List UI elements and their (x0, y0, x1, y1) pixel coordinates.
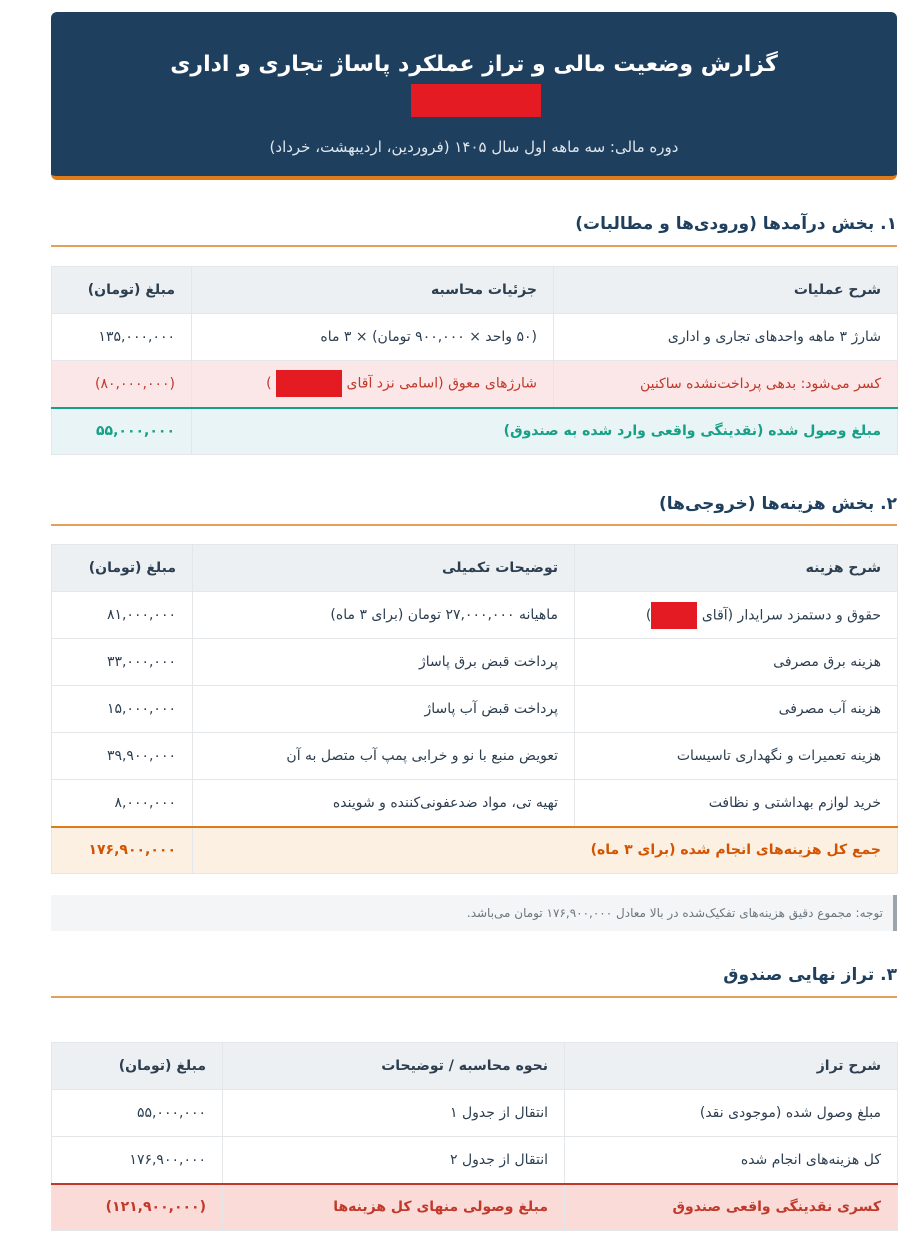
expense-note: توجه: مجموع دقیق هزینه‌های تفکیک‌شده در بالا معادل ۱۷۶,۹۰۰,۰۰۰ تومان می‌باشد. (51, 895, 897, 931)
row-detail: تعویض منبع با نو و خرابی پمپ آب متصل به آن (193, 733, 575, 780)
table-row (52, 592, 898, 639)
table-row (52, 1090, 898, 1137)
table-header-row (52, 1043, 898, 1090)
section1-divider (51, 245, 897, 247)
table-row (52, 1137, 898, 1184)
redacted-name (651, 602, 697, 629)
row-detail: انتقال از جدول ۱ (223, 1090, 565, 1137)
report-header (51, 12, 897, 180)
table-row (52, 314, 898, 361)
desc-text-end: ) (645, 607, 652, 623)
report-title: گزارش وضعیت مالی و تراز عملکرد پاساژ تجاری و اداری (170, 52, 778, 77)
row-desc: مبلغ وصول شده (موجودی نقد) (565, 1090, 898, 1137)
table-header-row (52, 267, 898, 314)
row-amount: ۳۹,۹۰۰,۰۰۰ (52, 733, 193, 780)
row-amount: ۸,۰۰۰,۰۰۰ (52, 780, 193, 827)
row-amount: (۸۰,۰۰۰,۰۰۰) (52, 361, 192, 408)
total-row (52, 827, 898, 874)
total-detail: مبلغ وصولی منهای کل هزینه‌ها (223, 1184, 565, 1231)
table-row (52, 780, 898, 827)
table-row (52, 361, 898, 408)
row-amount: ۵۵,۰۰۰,۰۰۰ (52, 1090, 223, 1137)
row-detail: ماهیانه ۲۷,۰۰۰,۰۰۰ تومان (برای ۳ ماه) (193, 592, 575, 639)
row-desc: خرید لوازم بهداشتی و نظافت (575, 780, 898, 827)
section3-title: ۳. تراز نهایی صندوق (723, 965, 897, 985)
redacted-name-block (411, 84, 541, 117)
col-header: مبلغ (تومان) (52, 267, 192, 314)
total-label: مبلغ وصول شده (نقدینگی واقعی وارد شده به صندوق) (192, 408, 898, 455)
table-row (52, 733, 898, 780)
row-detail: پرداخت قبض آب پاساژ (193, 686, 575, 733)
row-detail: تهیه تی، مواد ضدعفونی‌کننده و شوینده (193, 780, 575, 827)
row-detail: (۵۰ واحد × ۹۰۰,۰۰۰ تومان) × ۳ ماه (192, 314, 554, 361)
section2-title: ۲. بخش هزینه‌ها (خروجی‌ها) (659, 494, 897, 514)
total-row (52, 408, 898, 455)
row-desc: هزینه آب مصرفی (575, 686, 898, 733)
detail-text-end: ) (266, 375, 272, 392)
desc-text: حقوق و دستمزد سرایدار (آقای (701, 607, 881, 623)
row-desc: هزینه تعمیرات و نگهداری تاسیسات (575, 733, 898, 780)
total-label: کسری نقدینگی واقعی صندوق (565, 1184, 898, 1231)
row-amount: ۱۵,۰۰۰,۰۰۰ (52, 686, 193, 733)
col-header: مبلغ (تومان) (52, 545, 193, 592)
section1-title: ۱. بخش درآمدها (ورودی‌ها و مطالبات) (575, 214, 897, 234)
expense-table (51, 544, 898, 874)
detail-text: شارژهای معوق (اسامی نزد آقای (346, 375, 537, 392)
fiscal-period: دوره مالی: سه ماهه اول سال ۱۴۰۵ (فروردین، اردیبهشت، خرداد) (269, 138, 679, 156)
col-header: شرح تراز (565, 1043, 898, 1090)
col-header: توضیحات تکمیلی (193, 545, 575, 592)
row-desc: هزینه برق مصرفی (575, 639, 898, 686)
table-header-row (52, 545, 898, 592)
col-header: شرح هزینه (575, 545, 898, 592)
row-desc: کسر می‌شود: بدهی پرداخت‌نشده ساکنین (554, 361, 898, 408)
redacted-name (276, 370, 342, 397)
row-desc (575, 592, 898, 639)
total-amount: (۱۲۱,۹۰۰,۰۰۰) (52, 1184, 223, 1231)
balance-table (51, 1042, 898, 1231)
col-header: جزئیات محاسبه (192, 267, 554, 314)
total-amount: ۱۷۶,۹۰۰,۰۰۰ (52, 827, 193, 874)
section3-divider (51, 996, 897, 998)
row-amount: ۳۳,۰۰۰,۰۰۰ (52, 639, 193, 686)
total-label: جمع کل هزینه‌های انجام شده (برای ۳ ماه) (193, 827, 898, 874)
total-row (52, 1184, 898, 1231)
row-desc: شارژ ۳ ماهه واحدهای تجاری و اداری (554, 314, 898, 361)
row-detail: پرداخت قبض برق پاساژ (193, 639, 575, 686)
table-row (52, 686, 898, 733)
row-amount: ۸۱,۰۰۰,۰۰۰ (52, 592, 193, 639)
row-amount: ۱۳۵,۰۰۰,۰۰۰ (52, 314, 192, 361)
col-header: مبلغ (تومان) (52, 1043, 223, 1090)
row-detail (192, 361, 554, 408)
income-table (51, 266, 898, 455)
col-header: شرح عملیات (554, 267, 898, 314)
row-amount: ۱۷۶,۹۰۰,۰۰۰ (52, 1137, 223, 1184)
row-desc: کل هزینه‌های انجام شده (565, 1137, 898, 1184)
section2-divider (51, 524, 897, 526)
total-amount: ۵۵,۰۰۰,۰۰۰ (52, 408, 192, 455)
col-header: نحوه محاسبه / توضیحات (223, 1043, 565, 1090)
row-detail: انتقال از جدول ۲ (223, 1137, 565, 1184)
table-row (52, 639, 898, 686)
